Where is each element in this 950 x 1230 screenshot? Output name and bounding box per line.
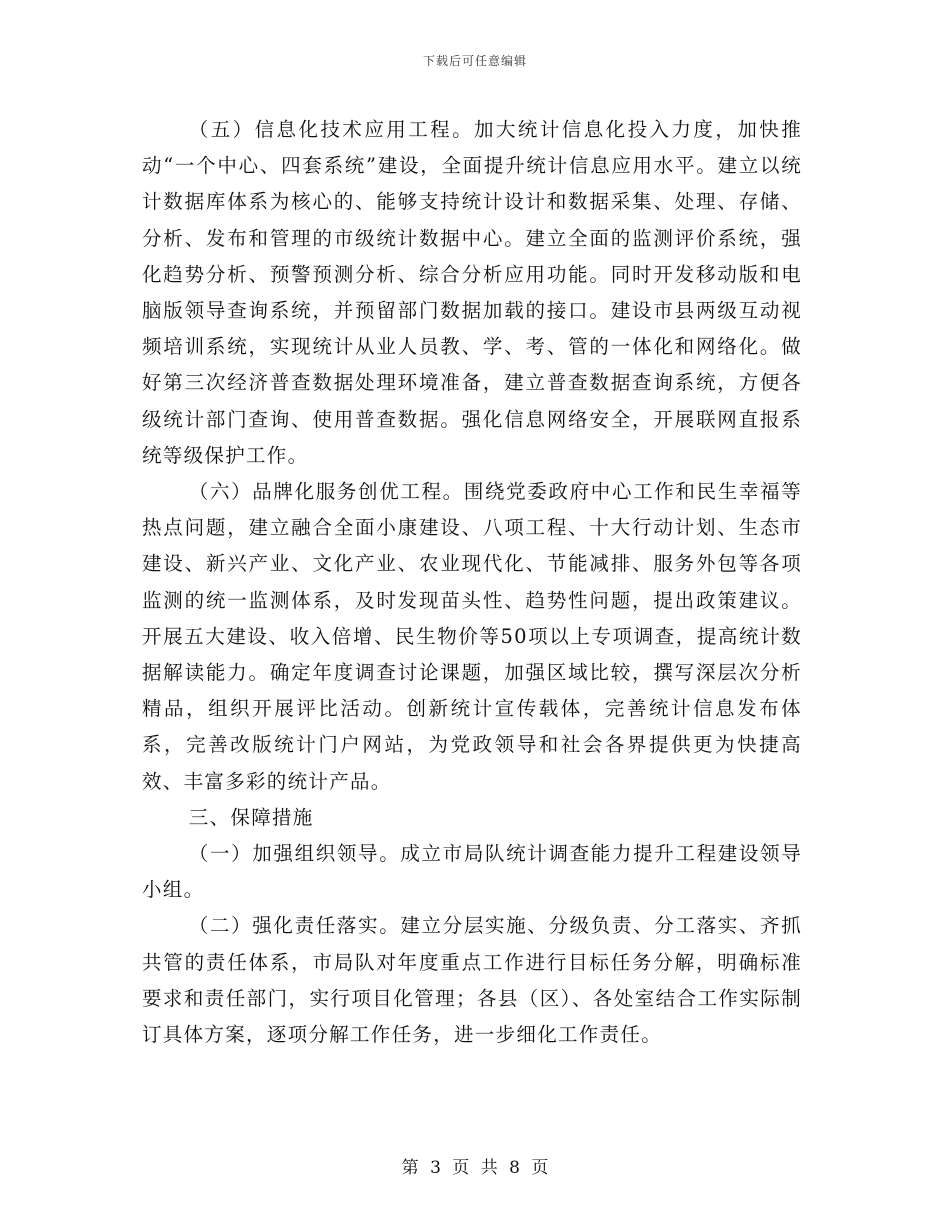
paragraph-organization-leadership: （一）加强组织领导。成立市局队统计调查能力提升工程建设领导小组。 (142, 842, 802, 902)
paragraph-brand-service: （六）品牌化服务创优工程。围绕党委政府中心工作和民生幸福等热点问题，建立融合全面小康建设、八项工程、十大行动计划、生态市建设、新兴产业、文化产业、农业现代化、节能减排、服务外包等各项监测的统一监测体系，及时发现苗头性、趋势性问题，提出政策建议。开展五大建设、收入倍增、民生物价等50项以上专项调查，提高统计数据解读能力。确定年度调查讨论课题，加强区域比较，撰写深层次分析精品，组织开展评比活动。创新统计宣传载体，完善统计信息发布体系，完善改版统计门户网站，为党政领导和社会各界提供更为快捷高效、丰富多彩的统计产品。 (142, 480, 802, 793)
paragraph-responsibility: （二）强化责任落实。建立分层实施、分级负责、分工落实、齐抓共管的责任体系，市局队对年度重点工作进行目标任务分解，明确标准要求和责任部门，实行项目化管理；各县（区）、各处室结合工作实际制订具体方案，逐项分解工作任务，进一步细化工作责任。 (142, 914, 802, 1047)
paragraph-informatization: （五）信息化技术应用工程。加大统计信息化投入力度，加快推动“一个中心、四套系统”建设，全面提升统计信息应用水平。建立以统计数据库体系为核心的、能够支持统计设计和数据采集、处理、存储、分析、发布和管理的市级统计数据中心。建立全面的监测评价系统，强化趋势分析、预警预测分析、综合分析应用功能。同时开发移动版和电脑版领导查询系统，并预留部门数据加载的接口。建设市县两级互动视频培训系统，实现统计从业人员教、学、考、管的一体化和网络化。做好第三次经济普查数据处理环境准备，建立普查数据查询系统，方便各级统计部门查询、使用普查数据。强化信息网络安全，开展联网直报系统等级保护工作。 (142, 118, 802, 467)
page-number: 第 3 页 共 8 页 (401, 1158, 549, 1178)
section-heading-safeguards: 三、保障措施 (188, 805, 314, 829)
document-body (142, 112, 802, 1053)
page-header: 下载后可任意编辑 (422, 54, 527, 68)
